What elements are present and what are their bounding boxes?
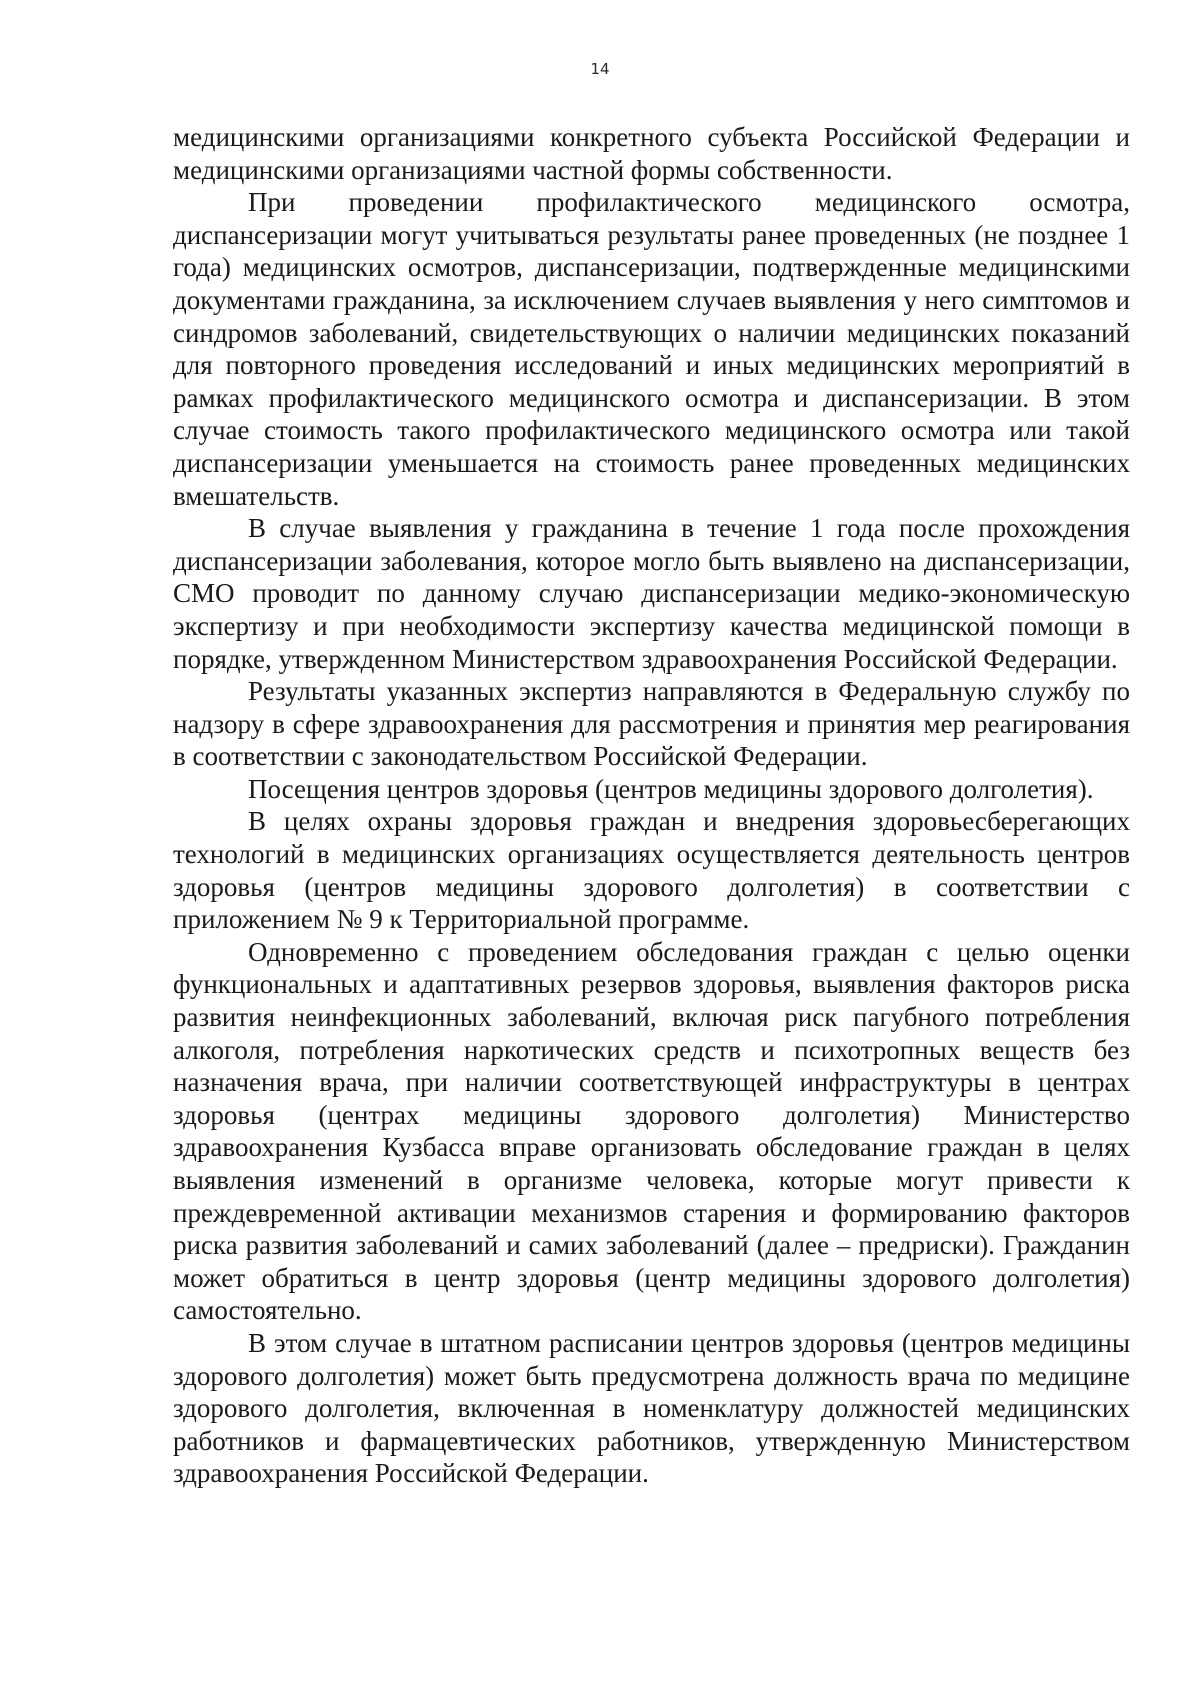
paragraph-continuation: медицинскими организациями конкретного субъекта Российской Федерации и медицинскими организациями частной формы собственности. — [173, 122, 1130, 185]
paragraph-prior-exam-results: При проведении профилактического медицинского осмотра, диспансеризации могут учитываться результаты ранее проведенных (не позднее 1 года) медицинских осмотров, диспансеризации, подтвержденные медицинскими документами гражданина, за исключением случаев выявления у него симптомов и синдромов заболеваний, свидетельствующих о наличии медицинских показаний для повторного проведения исследований и иных медицинских мероприятий в рамках профилактического медицинского осмотра и диспансеризации. В этом случае стоимость такого профилактического медицинского осмотра или такой диспансеризации уменьшается на стоимость ранее проведенных медицинских вмешательств. — [173, 187, 1130, 511]
paragraph-expertise-results: Результаты указанных экспертиз направляются в Федеральную службу по надзору в сфере здравоохранения для рассмотрения и принятия мер реагирования в соответствии с законодательством Российской Федерации. — [173, 676, 1130, 772]
paragraph-staffing: В этом случае в штатном расписании центров здоровья (центров медицины здорового долголетия) может быть предусмотрена должность врача по медицине здорового долголетия, включенная в номенклатуру должностей медицинских работников и фармацевтических работников, утвержденную Министерством здравоохранения Российской Федерации. — [173, 1327, 1130, 1489]
paragraph-prerisk-examination: Одновременно с проведением обследования граждан с целью оценки функциональных и адаптативных резервов здоровья, выявления факторов риска развития неинфекционных заболеваний, включая риск пагубного потребления алкоголя, потребления наркотических средств и психотропных веществ без назначения врача, при наличии соответствующей инфраструктуры в центрах здоровья (центрах медицины здорового долголетия) Министерство здравоохранения Кузбасса вправе организовать обследование граждан в целях выявления изменений в организме человека, которые могут привести к преждевременной активации механизмов старения и формированию факторов риска развития заболеваний и самих заболеваний (далее – предриски). Гражданин может обратиться в центр здоровья (центр медицины здорового долголетия) самостоятельно. — [173, 936, 1130, 1326]
paragraph-disease-detection-expertise: В случае выявления у гражданина в течение 1 года после прохождения диспансеризации заболевания, которое могло быть выявлено на диспансеризации, СМО проводит по данному случаю диспансеризации медико-экономическую экспертизу и при необходимости экспертизу качества медицинской помощи в порядке, утвержденном Министерством здравоохранения Российской Федерации. — [173, 513, 1130, 674]
document-body — [173, 121, 1130, 1490]
paragraph-health-centers-heading: Посещения центров здоровья (центров медицины здорового долголетия). — [248, 773, 1094, 804]
page-number: 14 — [590, 60, 610, 78]
paragraph-health-centers-activity: В целях охраны здоровья граждан и внедрения здоровьесберегающих технологий в медицинских организациях осуществляется деятельность центров здоровья (центров медицины здорового долголетия) в соответствии с приложением № 9 к Территориальной программе. — [173, 806, 1130, 935]
